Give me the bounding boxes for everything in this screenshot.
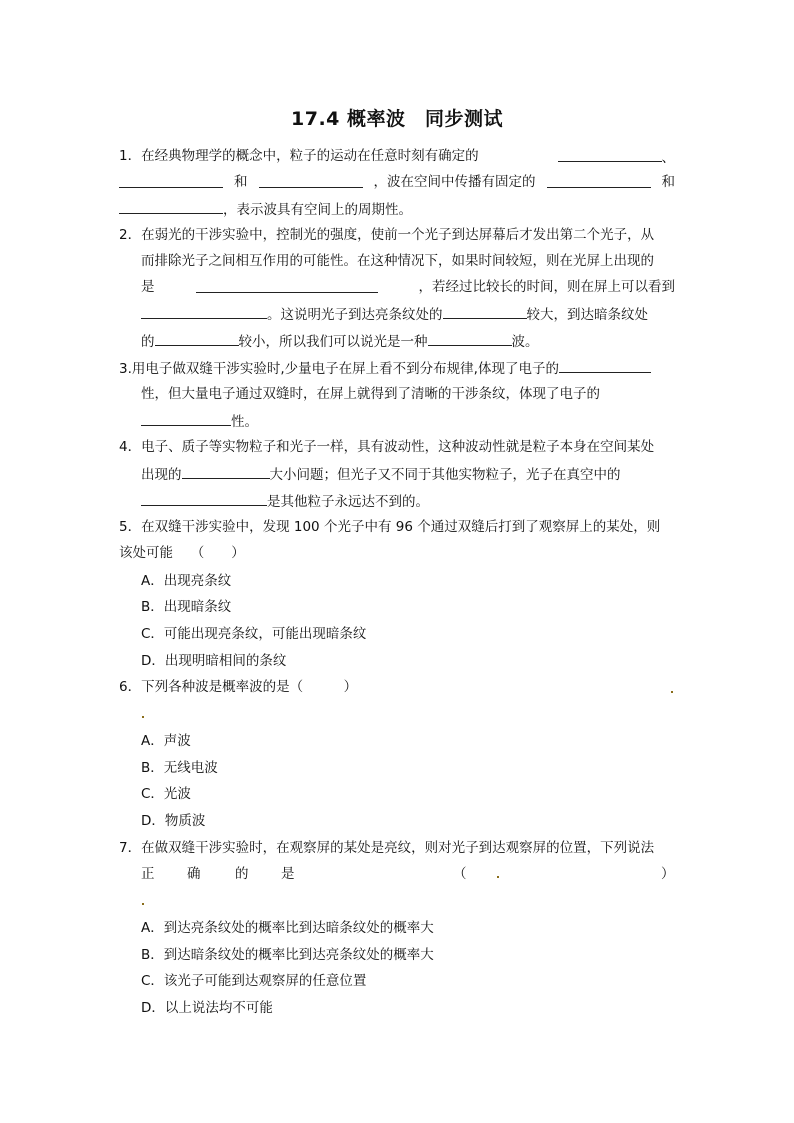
stray-mark bbox=[671, 691, 673, 693]
stray-mark bbox=[142, 716, 144, 718]
q4-line-2: 出现的 大小问题；但光子又不同于其他实物粒子，光子在真空中的 bbox=[141, 463, 675, 485]
q3-line-3: 性。 bbox=[141, 410, 675, 432]
q1-blank-2[interactable] bbox=[119, 172, 223, 188]
q1-blank-5[interactable] bbox=[119, 198, 223, 214]
stray-mark bbox=[497, 876, 499, 878]
q1-blank-1[interactable] bbox=[558, 146, 662, 162]
q2-line-4: 。这说明光子到达亮条纹处的 较大，到达暗条纹处 bbox=[141, 303, 675, 325]
q1-line-3: ，表示波具有空间上的周期性。 bbox=[119, 198, 675, 220]
q7-option-b[interactable]: B．到达暗条纹处的概率比到达亮条纹处的概率大 bbox=[141, 947, 434, 963]
q6-line-1: 6．下列各种波是概率波的是（ ） bbox=[119, 679, 358, 695]
q5-option-d[interactable]: D．出现明暗相间的条纹 bbox=[141, 653, 287, 669]
q2-line-5: 的 较小，所以我们可以说光是一种 波。 bbox=[141, 330, 675, 352]
q6-option-c[interactable]: C．光波 bbox=[141, 786, 191, 802]
q2-blank-1[interactable] bbox=[196, 277, 378, 293]
q5-option-a[interactable]: A．出现亮条纹 bbox=[141, 573, 232, 589]
q6-option-a[interactable]: A．声波 bbox=[141, 733, 191, 749]
q2-line-1: 2．在弱光的干涉实验中，控制光的强度，使前一个光子到达屏幕后才发出第二个光子，从 bbox=[119, 227, 655, 243]
q4-blank-1[interactable] bbox=[182, 463, 270, 479]
q2-blank-3[interactable] bbox=[443, 303, 527, 319]
q1-blank-3[interactable] bbox=[259, 172, 363, 188]
q7-option-a[interactable]: A．到达亮条纹处的概率比到达暗条纹处的概率大 bbox=[141, 920, 434, 936]
q7-option-c[interactable]: C．该光子可能到达观察屏的任意位置 bbox=[141, 973, 367, 989]
q2-line-2: 而排除光子之间相互作用的可能性。在这种情况下，如果时间较短，则在光屏上出现的 bbox=[141, 253, 654, 269]
q2-blank-2[interactable] bbox=[141, 303, 267, 319]
q7-option-d[interactable]: D．以上说法均不可能 bbox=[141, 1000, 273, 1016]
q4-blank-2[interactable] bbox=[141, 490, 267, 506]
q6-option-d[interactable]: D．物质波 bbox=[141, 813, 206, 829]
q3-line-2: 性，但大量电子通过双缝时，在屏上就得到了清晰的干涉条纹，体现了电子的 bbox=[141, 386, 600, 402]
q2-line-3: 是 ，若经过比较长的时间，则在屏上可以看到 bbox=[141, 279, 675, 295]
q2-blank-4[interactable] bbox=[155, 330, 239, 346]
q2-blank-5[interactable] bbox=[428, 330, 512, 346]
q4-line-1: 4．电子、质子等实物粒子和光子一样，具有波动性，这种波动性就是粒子本身在空间某处 bbox=[119, 439, 655, 455]
q5-line-1: 5．在双缝干涉实验中，发现 100 个光子中有 96 个通过双缝后打到了观察屏上的某处，则 bbox=[119, 519, 661, 535]
stray-mark bbox=[142, 903, 144, 905]
q3-line-1: 3.用电子做双缝干涉实验时,少量电子在屏上看不到分布规律,体现了电子的 bbox=[119, 357, 675, 379]
q3-blank-1[interactable] bbox=[559, 357, 651, 373]
q6-option-b[interactable]: B．无线电波 bbox=[141, 760, 218, 776]
q4-line-3: 是其他粒子永远达不到的。 bbox=[141, 490, 675, 512]
q5-line-2: 该处可能 （ ） bbox=[119, 545, 245, 561]
q3-blank-2[interactable] bbox=[141, 410, 231, 426]
page-title: 17.4 概率波 同步测试 bbox=[291, 108, 503, 130]
worksheet-page: 17.4 概率波 同步测试 1．在经典物理学的概念中，粒子的运动在任意时刻有确定的 、 和 ，波在空间中传播有固定的 和 ，表示波具有空间上的周期性。 2．在弱光的干涉实验中，控制光的强度，使前一个光子到达屏幕后才发出第二个光子，从 而排除光子之间相互作用的可能性。在这种情况下，如果时间较短，则在光屏上出现的 是 ，若经过比较长的时间，则在屏上可以看到 。这说明光子到达亮条纹处的 较大，到达暗条纹处 的 较小，所以我们可以说光是一种 波。 3.用电子做双缝干涉实验时,少量电子在屏上看不到分布规律,体现了电子的 性，但大量电子通过双缝时，在屏上就得到了清晰的干涉条纹，体现了电子的 性。 4．电子、质子等实物粒子和光子一样，具有波动性，这种波动性就是粒子本身在空间某处 出现的 大小问题；但光子又不同于其他实物粒子，光子在真空中的 是其他粒子永远达不到的。 5．在双缝干涉实验中，发现 100 个光子中有 96 个通过双缝后打到了观察屏上的某处，则 该处可能 （ ） A．出现亮条纹 B．出现暗条纹 C．可能出现亮条纹，可能出现暗条纹 D．出现明暗相间的条纹 6．下列各种波是概率波的是（ ） A．声波 B．无线电波 C．光波 D．物质波 7．在做双缝干涉实验时，在观察屏的某处是亮纹，则对光子到达观察屏的位置，下列说法 正 确 的 是 （ ） A．到达亮条纹处的概率比到达暗条纹处的概率大 B．到达暗条纹处的概率比到达亮条纹处的概率大 C．该光子可能到达观察屏的任意位置 D．以上说法均不可能 bbox=[0, 0, 794, 1123]
q5-option-b[interactable]: B．出现暗条纹 bbox=[141, 599, 232, 615]
q5-option-c[interactable]: C．可能出现亮条纹，可能出现暗条纹 bbox=[141, 626, 367, 642]
q1-line-2: 和 ，波在空间中传播有固定的 和 bbox=[119, 172, 675, 192]
q7-line-1: 7．在做双缝干涉实验时，在观察屏的某处是亮纹，则对光子到达观察屏的位置，下列说法 bbox=[119, 840, 655, 856]
q1-line-1: 1．在经典物理学的概念中，粒子的运动在任意时刻有确定的 、 bbox=[119, 148, 675, 166]
q1-blank-4[interactable] bbox=[547, 172, 651, 188]
